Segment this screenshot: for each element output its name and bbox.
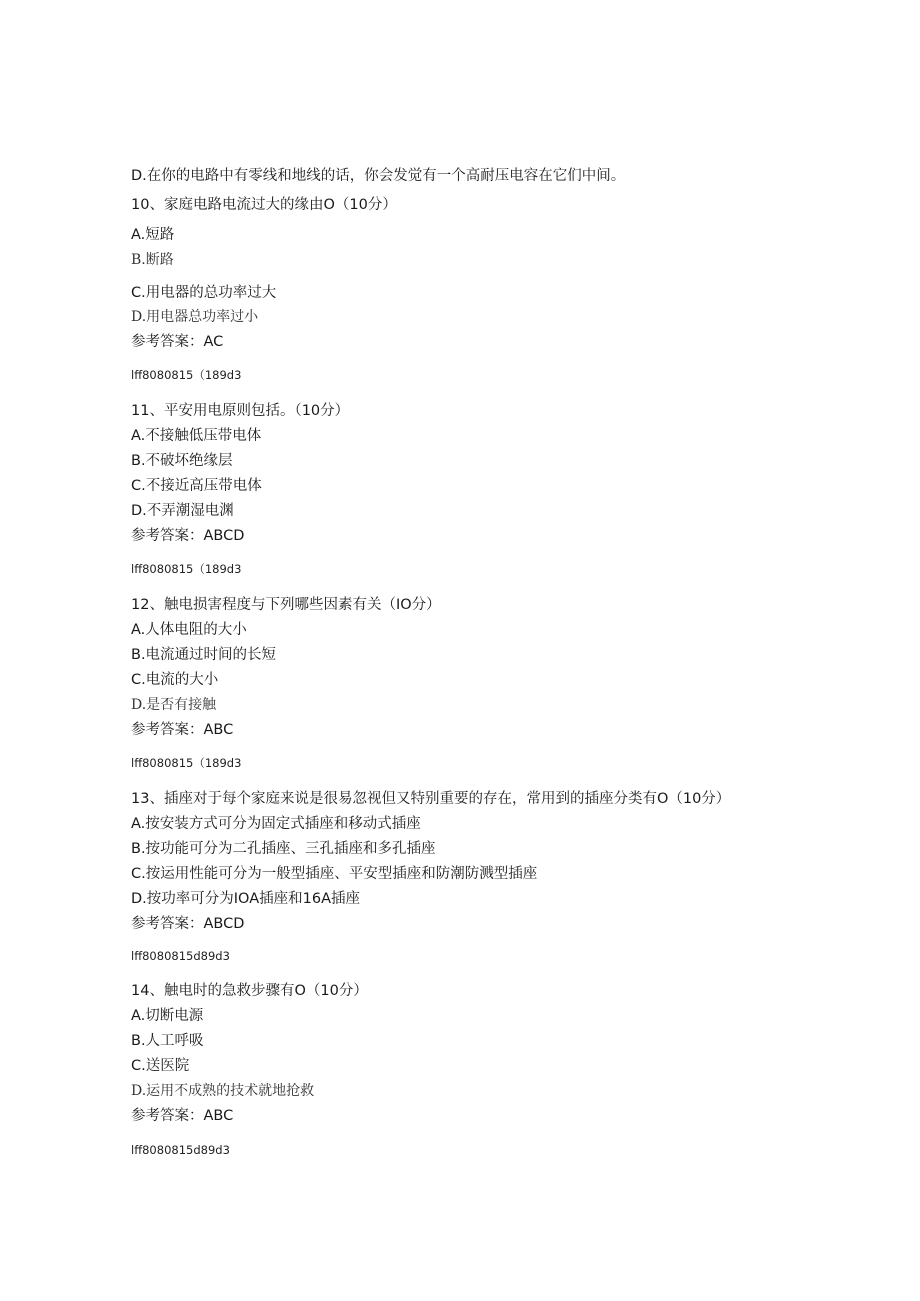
option-line: B.不破坏绝缘层 xyxy=(131,453,233,469)
question-10-title: 10、家庭电路电流过大的缘由O（10分） xyxy=(131,197,397,213)
option-line: C.按运用性能可分为一般型插座、平安型插座和防潮防溅型插座 xyxy=(131,866,538,882)
answer-line: 参考答案：ABCD xyxy=(131,916,245,932)
option-line: C.电流的大小 xyxy=(131,672,219,688)
question-13-title: 13、插座对于每个家庭来说是很易忽视但又特别重要的存在，常用到的插座分类有O（10分） xyxy=(131,791,731,807)
code-line: lff8080815（189d3 xyxy=(131,562,242,576)
option-line: A.短路 xyxy=(131,227,175,243)
option-line: D.按功率可分为IOA插座和16A插座 xyxy=(131,891,360,907)
option-line: A.人体电阻的大小 xyxy=(131,622,247,638)
answer-line: 参考答案：AC xyxy=(131,334,224,350)
option-line: B.电流通过时间的长短 xyxy=(131,647,277,663)
option-line: B.按功能可分为二孔插座、三孔插座和多孔插座 xyxy=(131,841,436,857)
option-line: D.在你的电路中有零线和地线的话，你会发觉有一个高耐压电容在它们中间。 xyxy=(131,168,626,184)
option-line: A.按安装方式可分为固定式插座和移动式插座 xyxy=(131,816,421,832)
question-14-title: 14、触电时的急救步骤有O（10分） xyxy=(131,983,368,999)
code-line: lff8080815d89d3 xyxy=(131,1143,230,1157)
option-line: D.是否有接触 xyxy=(131,697,217,713)
option-line: A.不接触低压带电体 xyxy=(131,428,262,444)
answer-line: 参考答案：ABC xyxy=(131,722,234,738)
option-line: B.断路 xyxy=(131,252,174,268)
option-line: B.人工呼吸 xyxy=(131,1033,204,1049)
code-line: lff8080815（189d3 xyxy=(131,756,242,770)
answer-line: 参考答案：ABCD xyxy=(131,528,245,544)
question-11-title: 11、平安用电原则包括。（10分） xyxy=(131,403,350,419)
code-line: lff8080815d89d3 xyxy=(131,949,230,963)
answer-line: 参考答案：ABC xyxy=(131,1108,234,1124)
option-line: D.用电器总功率过小 xyxy=(131,309,259,325)
option-line: C.用电器的总功率过大 xyxy=(131,285,277,301)
question-12-title: 12、触电损害程度与下列哪些因素有关（IO分） xyxy=(131,597,441,613)
code-line: lff8080815（189d3 xyxy=(131,368,242,382)
option-line: D.不弄潮湿电渊 xyxy=(131,503,234,519)
option-line: A.切断电源 xyxy=(131,1008,204,1024)
option-line: D.运用不成熟的技术就地抢救 xyxy=(131,1083,315,1099)
option-line: C.送医院 xyxy=(131,1058,190,1074)
option-line: C.不接近高压带电体 xyxy=(131,478,262,494)
